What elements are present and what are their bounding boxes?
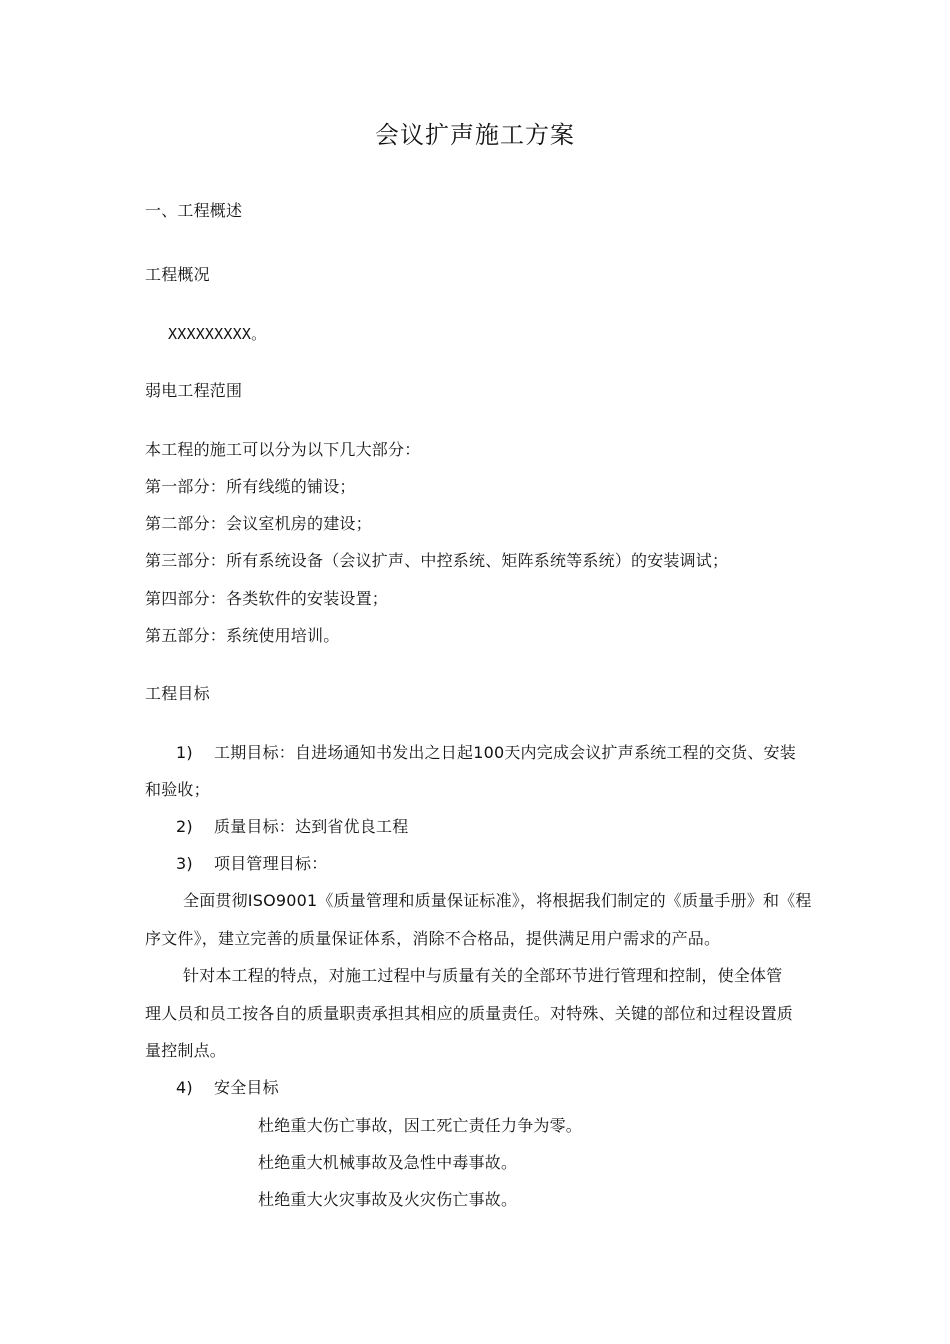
document-title: 会议扩声施工方案 bbox=[375, 121, 575, 149]
overview-heading: 工程概况 bbox=[145, 265, 210, 284]
safety-item: 杜绝重大机械事故及急性中毒事故。 bbox=[258, 1153, 518, 1172]
mgmt-paragraph-line: 序文件》，建立完善的质量保证体系，消除不合格品，提供满足用户需求的产品。 bbox=[145, 929, 721, 948]
scope-intro: 本工程的施工可以分为以下几大部分： bbox=[145, 440, 421, 459]
mgmt-paragraph-line: 量控制点。 bbox=[145, 1041, 227, 1060]
goal-text: 工期目标：自进场通知书发出之日起100天内完成会议扩声系统工程的交货、安装 bbox=[214, 743, 796, 762]
goal-text-continuation: 和验收； bbox=[145, 780, 210, 799]
safety-item: 杜绝重大伤亡事故，因工死亡责任力争为零。 bbox=[258, 1116, 583, 1135]
mgmt-paragraph-line: 全面贯彻ISO9001《质量管理和质量保证标准》，将根据我们制定的《质量手册》和《程 bbox=[183, 891, 812, 910]
goal-text: 项目管理目标： bbox=[214, 854, 328, 873]
goal-item-2 bbox=[176, 817, 408, 837]
goals-heading: 工程目标 bbox=[145, 684, 210, 703]
scope-part: 第二部分：会议室机房的建设； bbox=[145, 514, 372, 533]
scope-part: 第一部分：所有线缆的铺设； bbox=[145, 477, 356, 496]
overview-content: XXXXXXXXX。 bbox=[168, 325, 267, 343]
goal-text: 质量目标：达到省优良工程 bbox=[214, 817, 409, 836]
mgmt-paragraph-line: 理人员和员工按各自的质量职责承担其相应的质量责任。对特殊、关键的部位和过程设置质 bbox=[145, 1004, 794, 1023]
goal-text: 安全目标 bbox=[214, 1078, 279, 1097]
scope-part: 第四部分：各类软件的安装设置； bbox=[145, 589, 389, 608]
section-heading: 一、工程概述 bbox=[145, 201, 243, 220]
goal-number: 1) bbox=[176, 743, 193, 762]
safety-item: 杜绝重大火灾事故及火灾伤亡事故。 bbox=[258, 1190, 518, 1209]
goal-item-1 bbox=[176, 743, 796, 763]
goal-number: 3) bbox=[176, 854, 193, 873]
mgmt-paragraph-line: 针对本工程的特点，对施工过程中与质量有关的全部环节进行管理和控制，使全体管 bbox=[183, 966, 783, 985]
goal-item-4 bbox=[176, 1078, 279, 1098]
goal-number: 2) bbox=[176, 817, 193, 836]
scope-part: 第五部分：系统使用培训。 bbox=[145, 626, 340, 645]
scope-part: 第三部分：所有系统设备（会议扩声、中控系统、矩阵系统等系统）的安装调试； bbox=[145, 551, 729, 570]
scope-heading: 弱电工程范围 bbox=[145, 381, 243, 400]
goal-number: 4) bbox=[176, 1078, 193, 1097]
goal-item-3 bbox=[176, 854, 327, 874]
